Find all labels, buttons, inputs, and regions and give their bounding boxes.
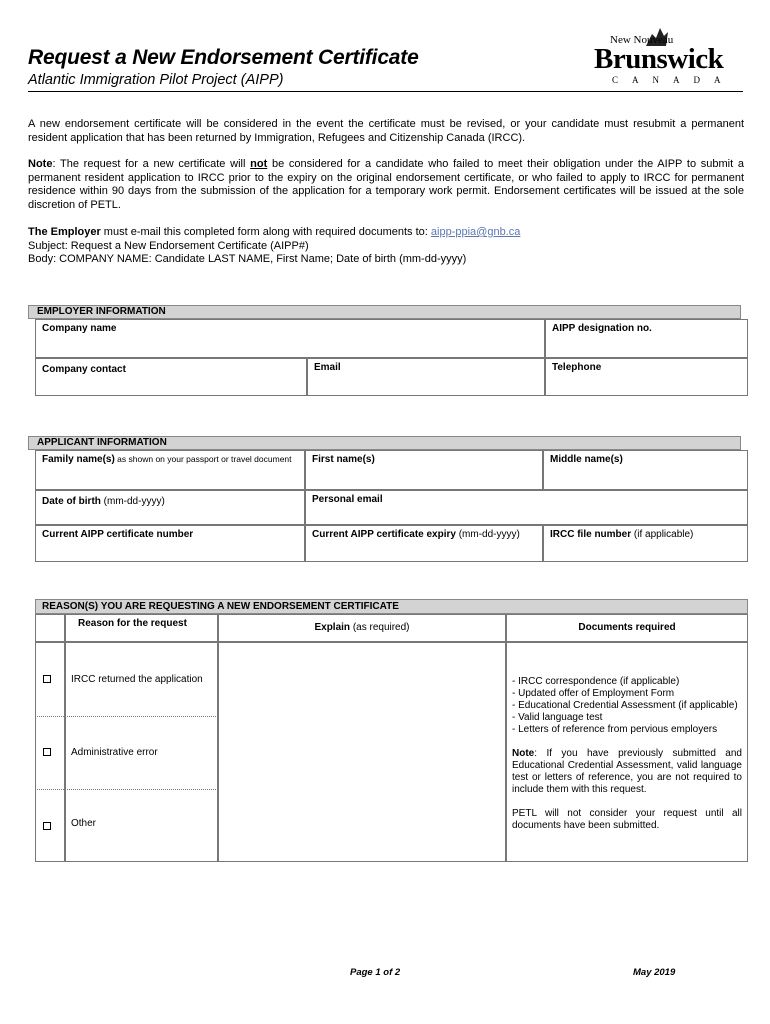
nb-logo bbox=[590, 26, 735, 88]
personal-email-label: Personal email bbox=[312, 494, 383, 505]
reason-checkbox-ircc[interactable] bbox=[43, 675, 51, 683]
header-divider bbox=[28, 91, 743, 92]
doc-item: - Letters of reference from pervious employers bbox=[512, 724, 718, 735]
reason-checkbox-admin[interactable] bbox=[43, 748, 51, 756]
docs-column-label: Documents required bbox=[578, 622, 676, 633]
page-subtitle: Atlantic Immigration Pilot Project (AIPP) bbox=[28, 72, 284, 88]
family-name-field[interactable] bbox=[35, 450, 305, 490]
ircc-file-label: IRCC file number bbox=[550, 529, 632, 540]
explain-column-header bbox=[218, 614, 506, 642]
reason-label-ircc: IRCC returned the application bbox=[71, 674, 203, 685]
doc-item: - IRCC correspondence (if applicable) bbox=[512, 676, 680, 687]
ircc-file-field[interactable] bbox=[543, 525, 748, 562]
dob-note: (mm-dd-yyyy) bbox=[100, 496, 165, 507]
body-line: Body: COMPANY NAME: Candidate LAST NAME, First Name; Date of birth (mm-dd-yyyy) bbox=[28, 253, 467, 265]
ircc-file-note: (if applicable) bbox=[631, 529, 694, 540]
docs-note bbox=[512, 748, 742, 796]
reason-row-divider bbox=[35, 789, 218, 790]
subject-line: Subject: Request a New Endorsement Certificate (AIPP#) bbox=[28, 239, 309, 252]
reason-checkbox-other[interactable] bbox=[43, 822, 51, 830]
reason-label-admin: Administrative error bbox=[71, 747, 158, 758]
explain-column-note: (as required) bbox=[350, 622, 410, 633]
telephone-label: Telephone bbox=[552, 362, 602, 373]
telephone-field[interactable] bbox=[545, 358, 748, 396]
note-label: Note bbox=[28, 158, 53, 170]
employer-label: The Employer bbox=[28, 226, 101, 238]
note-paragraph bbox=[28, 158, 744, 212]
reason-label-other: Other bbox=[71, 818, 97, 829]
doc-item: - Valid language test bbox=[512, 712, 603, 723]
cert-number-label: Current AIPP certificate number bbox=[42, 529, 194, 540]
employer-instructions bbox=[28, 226, 744, 267]
docs-column-header bbox=[506, 614, 748, 642]
reason-column-label: Reason for the request bbox=[78, 618, 187, 629]
docs-petl: PETL will not consider your request until all documents have been submitted. bbox=[512, 808, 742, 831]
form-date: May 2019 bbox=[633, 967, 676, 978]
family-name-note: as shown on your passport or travel document bbox=[114, 454, 292, 464]
company-contact-field[interactable] bbox=[35, 358, 307, 396]
company-contact-label: Company contact bbox=[42, 364, 126, 375]
cert-expiry-note: (mm-dd-yyyy) bbox=[455, 529, 520, 540]
employer-email-label: Email bbox=[314, 362, 341, 373]
email-link[interactable]: aipp-ppia@gnb.ca bbox=[430, 226, 521, 238]
dob-field[interactable] bbox=[35, 490, 305, 525]
cert-expiry-field[interactable] bbox=[305, 525, 543, 562]
explain-textarea[interactable] bbox=[218, 642, 506, 862]
employer-text: must e-mail this completed form along with required documents to: bbox=[100, 226, 431, 238]
company-name-label: Company name bbox=[42, 323, 117, 334]
docs-note-text: : If you have previously submitted and Educational Credential Assessment, valid language test or letters of reference, you are not required to include them with this request. bbox=[512, 748, 742, 795]
first-name-field[interactable] bbox=[305, 450, 543, 490]
documents-required-text bbox=[512, 676, 742, 832]
logo-main-text: Brunswick bbox=[594, 43, 724, 75]
reason-column-header bbox=[65, 614, 218, 642]
cert-expiry-label: Current AIPP certificate expiry bbox=[312, 529, 456, 540]
note-not: not bbox=[250, 158, 268, 170]
family-name-label: Family name(s) bbox=[42, 454, 115, 465]
page-title: Request a New Endorsement Certificate bbox=[28, 46, 419, 69]
first-name-label: First name(s) bbox=[312, 454, 375, 465]
note-text-a: : The request for a new certificate will bbox=[52, 158, 251, 170]
reasons-section-header: REASON(S) YOU ARE REQUESTING A NEW ENDORSEMENT CERTIFICATE bbox=[35, 599, 748, 614]
page-number: Page 1 of 2 bbox=[350, 967, 401, 978]
aipp-designation-label: AIPP designation no. bbox=[552, 323, 652, 334]
middle-name-field[interactable] bbox=[543, 450, 748, 490]
logo-top-text: New Nouveau bbox=[610, 34, 674, 46]
applicant-section-header: APPLICANT INFORMATION bbox=[28, 436, 741, 450]
aipp-designation-field[interactable] bbox=[545, 319, 748, 358]
explain-column-label: Explain bbox=[314, 622, 351, 633]
intro-paragraph: A new endorsement certificate will be considered in the event the certificate must be revised, or your candidate must resubmit a permanent resident application that has been returned by Immigration, Refugees and Citizenship Canada (IRCC). bbox=[28, 118, 744, 144]
personal-email-field[interactable] bbox=[305, 490, 748, 525]
checkbox-column-header bbox=[35, 614, 65, 642]
note-text-b: be considered for a candidate who failed to meet their obligation under the AIPP to submit a permanent resident application to IRCC prior to the expiry on the original endorsement certificate, or who failed to apply to IRCC for permanent residence within 90 days from the submission of the application for a temporary work permit. Endorsement certificates will be issued at the sole discretion of PETL. bbox=[28, 158, 744, 211]
company-name-field[interactable] bbox=[35, 319, 545, 358]
middle-name-label: Middle name(s) bbox=[550, 454, 623, 465]
logo-bottom-text: CANADA bbox=[612, 75, 735, 85]
employer-email-field[interactable] bbox=[307, 358, 545, 396]
docs-note-label: Note bbox=[512, 748, 535, 759]
cert-number-field[interactable] bbox=[35, 525, 305, 562]
reason-row-divider bbox=[35, 716, 218, 717]
dob-label: Date of birth bbox=[42, 496, 101, 507]
doc-item: - Educational Credential Assessment (if applicable) bbox=[512, 700, 738, 711]
employer-section-header: EMPLOYER INFORMATION bbox=[28, 305, 741, 319]
doc-item: - Updated offer of Employment Form bbox=[512, 688, 675, 699]
